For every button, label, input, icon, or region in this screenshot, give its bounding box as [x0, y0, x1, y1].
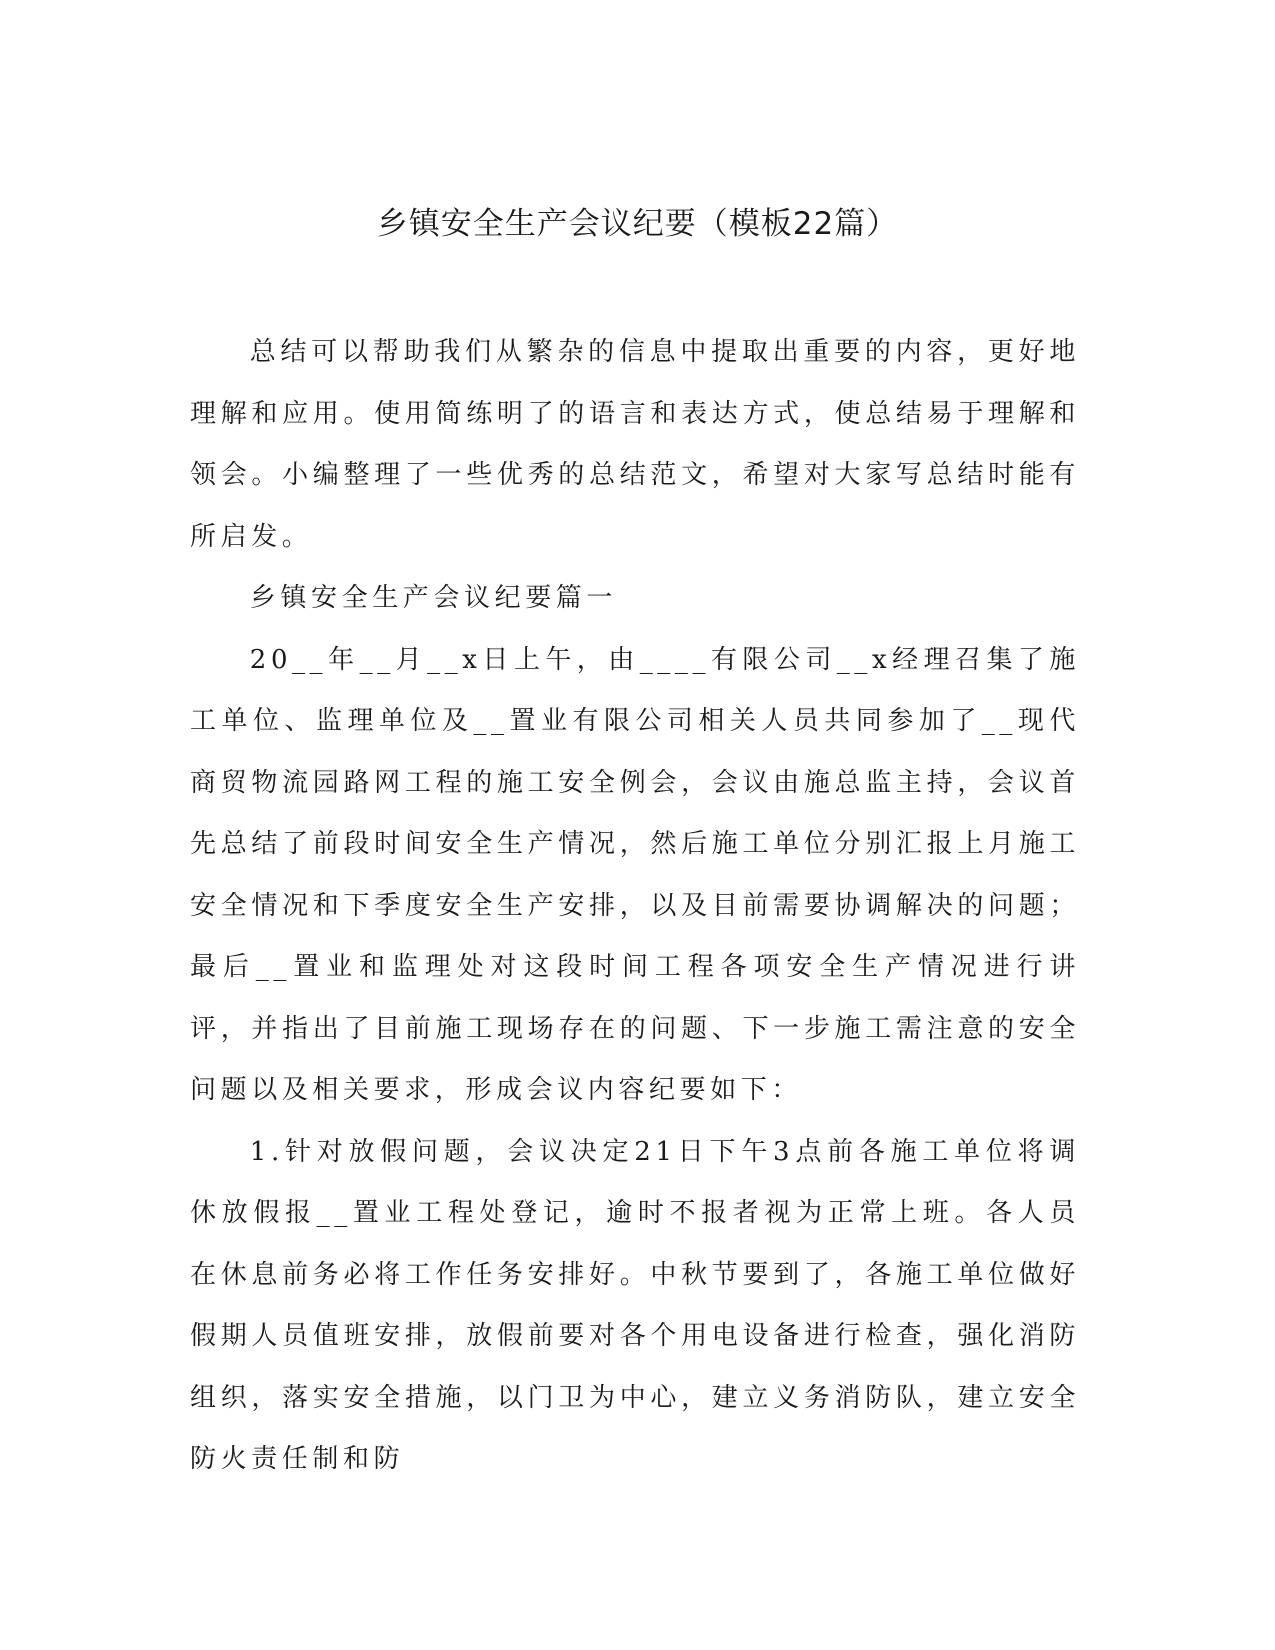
intro-paragraph: 总结可以帮助我们从繁杂的信息中提取出重要的内容，更好地理解和应用。使用简练明了的语言和表达方式，使总结易于理解和领会。小编整理了一些优秀的总结范文，希望对大家写总结时能有所启发。 — [190, 337, 1080, 552]
section-heading: 乡镇安全生产会议纪要篇一 — [249, 583, 617, 613]
document-title: 乡镇安全生产会议纪要（模板22篇） — [376, 206, 899, 242]
document-body — [190, 322, 1080, 1491]
item-1-paragraph: 1.针对放假问题，会议决定21日下午3点前各施工单位将调休放假报__置业工程处登记，逾时不报者视为正常上班。各人员在休息前务必将工作任务安排好。中秋节要到了，各施工单位做好假期人员值班安排，放假前要对各个用电设备进行检查，强化消防组织，落实安全措施，以门卫为中心，建立义务消防队，建立安全防火责任制和防 — [190, 1136, 1080, 1474]
meeting-summary-paragraph: 20__年__月__x日上午，由____有限公司__x经理召集了施工单位、监理单位及__置业有限公司相关人员共同参加了__现代商贸物流园路网工程的施工安全例会，会议由施总监主持，会议首先总结了前段时间安全生产情况，然后施工单位分别汇报上月施工安全情况和下季度安全生产安排，以及目前需要协调解决的问题；最后__置业和监理处对这段时间工程各项安全生产情况进行讲评，并指出了目前施工现场存在的问题、下一步施工需注意的安全问题以及相关要求，形成会议内容纪要如下： — [190, 644, 1080, 1105]
